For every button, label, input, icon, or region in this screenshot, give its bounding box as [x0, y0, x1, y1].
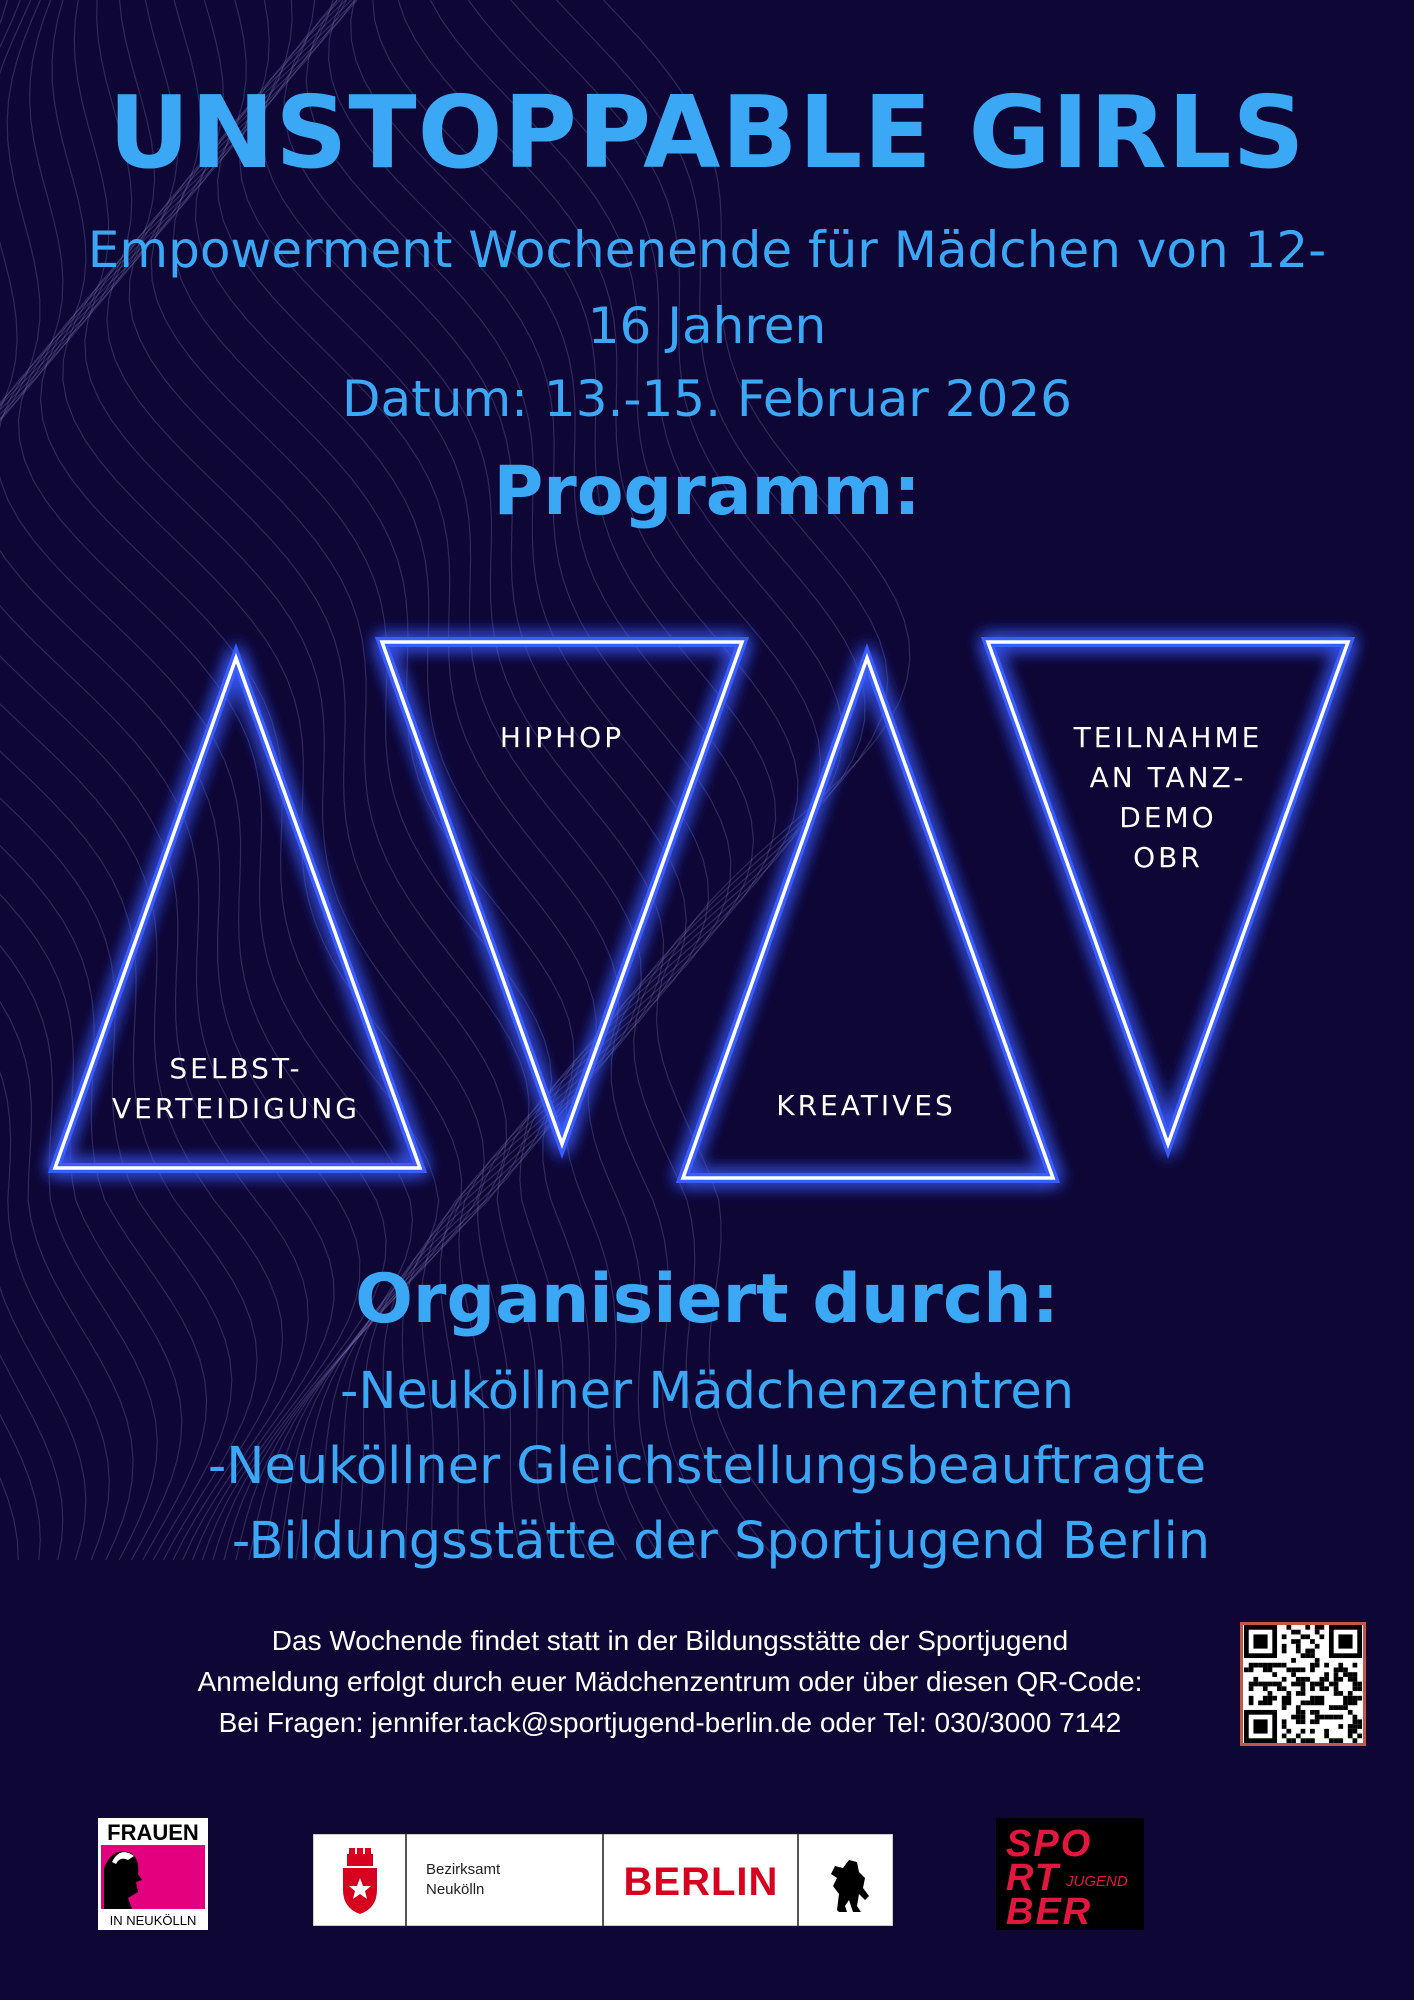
- program-label-line: VERTEIDIGUNG: [112, 1092, 360, 1125]
- program-label-line: KREATIVES: [776, 1089, 956, 1122]
- berlin-wordmark: BERLIN: [623, 1860, 779, 1904]
- bezirksamt-berlin-logo: [313, 1834, 893, 1926]
- organizer-item: -Bildungsstätte der Sportjugend Berlin: [231, 1512, 1211, 1571]
- sport-line-3: BER: [1006, 1891, 1093, 1930]
- frauen-logo-top: FRAUEN: [107, 1820, 199, 1845]
- event-date: Datum: 13.-15. Februar 2026: [342, 370, 1072, 428]
- program-item-hiphop: [412, 718, 712, 758]
- program-item-selbstverteidigung: [86, 1049, 386, 1129]
- sport-jugend-label: JUGEND: [1066, 1873, 1128, 1890]
- organizers-heading: Organisiert durch:: [355, 1260, 1059, 1339]
- neukoelln-coat-of-arms-icon: [343, 1848, 377, 1914]
- event-subtitle: [0, 212, 1414, 364]
- sport-line-2: RT: [1006, 1857, 1060, 1899]
- program-label-line: DEMO: [1119, 801, 1217, 834]
- frauen-logo-bottom: IN NEUKÖLLN: [109, 1913, 197, 1928]
- organizer-item: -Neuköllner Mädchenzentren: [339, 1362, 1075, 1421]
- program-label-line: AN TANZ-: [1089, 761, 1247, 794]
- sportjugend-berlin-logo: [996, 1818, 1144, 1930]
- info-registration: Anmeldung erfolgt durch euer Mädchenzentrum oder über diesen QR-Code:: [197, 1666, 1143, 1697]
- program-heading: Programm:: [493, 452, 921, 531]
- sport-line-1: SPO: [1006, 1823, 1093, 1865]
- program-label-line: HIPHOP: [499, 721, 625, 754]
- info-contact[interactable]: Bei Fragen: jennifer.tack@sportjugend-berlin.de oder Tel: 030/3000 7142: [218, 1707, 1122, 1738]
- program-item-kreatives: [716, 1086, 1016, 1126]
- neukoelln-label: Neukölln: [426, 1881, 485, 1898]
- bezirksamt-label: Bezirksamt: [426, 1861, 501, 1878]
- program-label-line: TEILNAHME: [1073, 721, 1263, 754]
- subtitle-line-1: Empowerment Wochenende für Mädchen von 12-: [87, 221, 1327, 279]
- qr-code-icon[interactable]: [1240, 1622, 1366, 1746]
- subtitle-line-2: 16 Jahren: [587, 297, 827, 355]
- program-item-tanzdemo: [1018, 718, 1318, 878]
- organizer-item: -Neuköllner Gleichstellungsbeauftragte: [207, 1437, 1207, 1496]
- info-venue: Das Wochende findet statt in der Bildungsstätte der Sportjugend: [271, 1625, 1069, 1656]
- program-label-line: SELBST-: [169, 1052, 303, 1085]
- program-label-line: OBR: [1133, 841, 1203, 874]
- event-title: UNSTOPPABLE GIRLS: [108, 74, 1306, 191]
- frauen-in-neukoelln-logo: [98, 1818, 208, 1930]
- info-block: [100, 1620, 1240, 1743]
